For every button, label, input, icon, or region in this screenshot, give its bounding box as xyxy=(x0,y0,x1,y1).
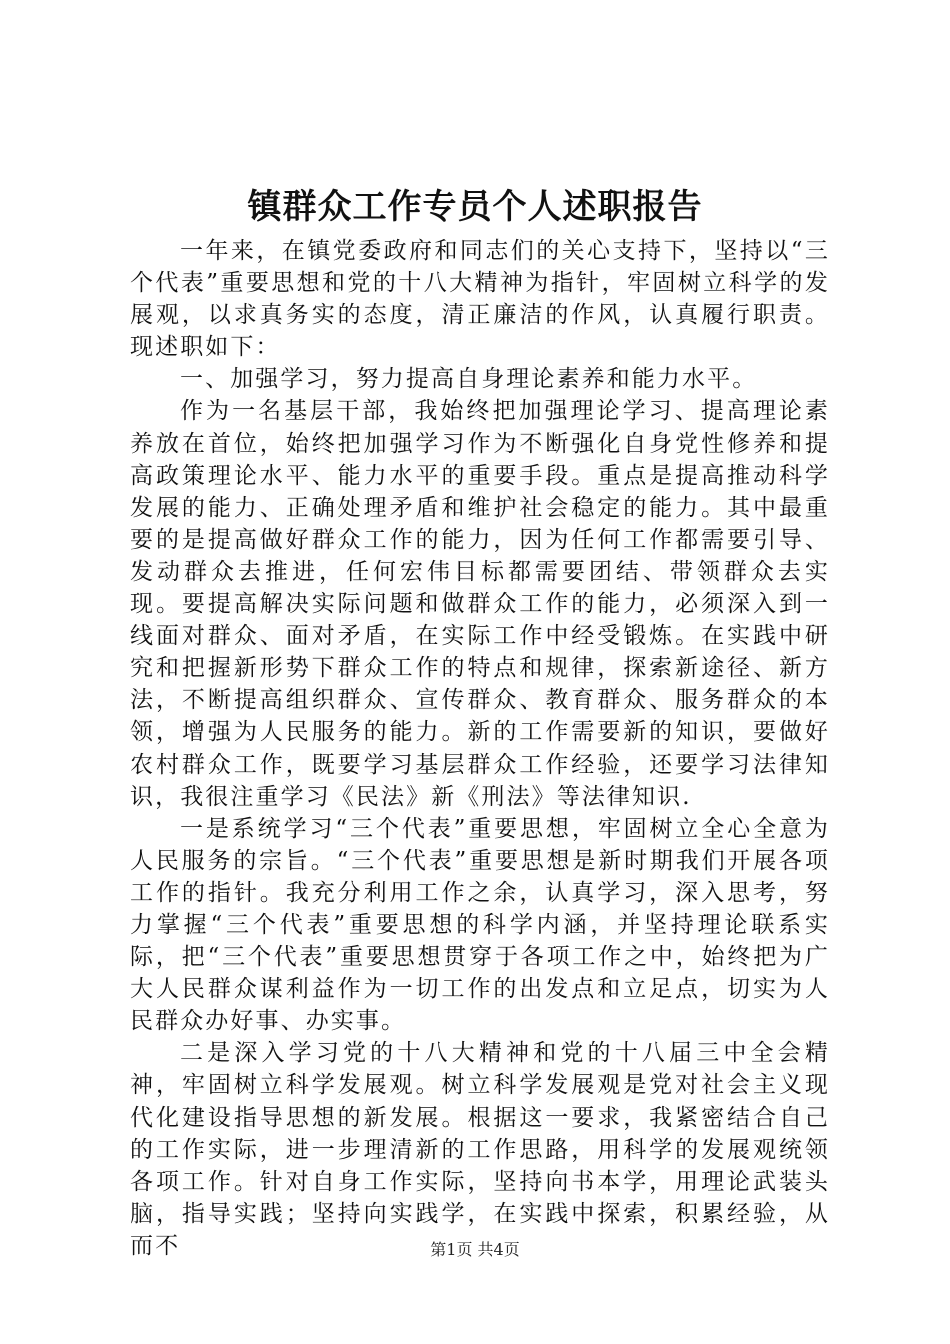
paragraph-section-heading-1: 一、加强学习，努力提高自身理论素养和能力水平。 xyxy=(180,366,758,393)
document-body xyxy=(130,235,830,1262)
paragraph-intro: 一年来，在镇党委政府和同志们的关心支持下，坚持以“三个代表”重要思想和党的十八大精神为指针，牢固树立科学的发展观，以求真务实的态度，清正廉洁的作风，认真履行职责。现述职如下： xyxy=(130,238,830,361)
paragraph-point-one: 一是系统学习“三个代表”重要思想，牢固树立全心全意为人民服务的宗旨。“三个代表”重要思想是新时期我们开展各项工作的指针。我充分利用工作之余，认真学习，深入思考，努力掌握“三个代表”重要思想的科学内涵，并坚持理论联系实际，把“三个代表”重要思想贯穿于各项工作之中，始终把为广大人民群众谋利益作为一切工作的出发点和立足点，切实为人民群众办好事、办实事。 xyxy=(130,815,830,1035)
page-footer: 第1页 共4页 xyxy=(430,1240,520,1259)
document-title: 镇群众工作专员个人述职报告 xyxy=(247,187,703,227)
paragraph-study-overview: 作为一名基层干部，我始终把加强理论学习、提高理论素养放在首位，始终把加强学习作为不断强化自身党性修养和提高政策理论水平、能力水平的重要手段。重点是提高推动科学发展的能力、正确处理矛盾和维护社会稳定的能力。其中最重要的是提高做好群众工作的能力，因为任何工作都需要引导、发动群众去推进，任何宏伟目标都需要团结、带领群众去实现。要提高解决实际问题和做群众工作的能力，必须深入到一线面对群众、面对矛盾，在实际工作中经受锻炼。在实践中研究和把握新形势下群众工作的特点和规律，探索新途径、新方法，不断提高组织群众、宣传群众、教育群众、服务群众的本领，增强为人民服务的能力。新的工作需要新的知识，要做好农村群众工作，既要学习基层群众工作经验，还要学习法律知识，我很注重学习《民法》新《刑法》等法律知识. xyxy=(130,398,830,810)
paragraph-point-two: 二是深入学习党的十八大精神和党的十八届三中全会精神，牢固树立科学发展观。树立科学发展观是党对社会主义现代化建设指导思想的新发展。根据这一要求，我紧密结合自己的工作实际，进一步理清新的工作思路，用科学的发展观统领各项工作。针对自身工作实际，坚持向书本学，用理论武装头脑，指导实践；坚持向实践学，在实践中探索，积累经验，从而不 xyxy=(130,1040,830,1259)
